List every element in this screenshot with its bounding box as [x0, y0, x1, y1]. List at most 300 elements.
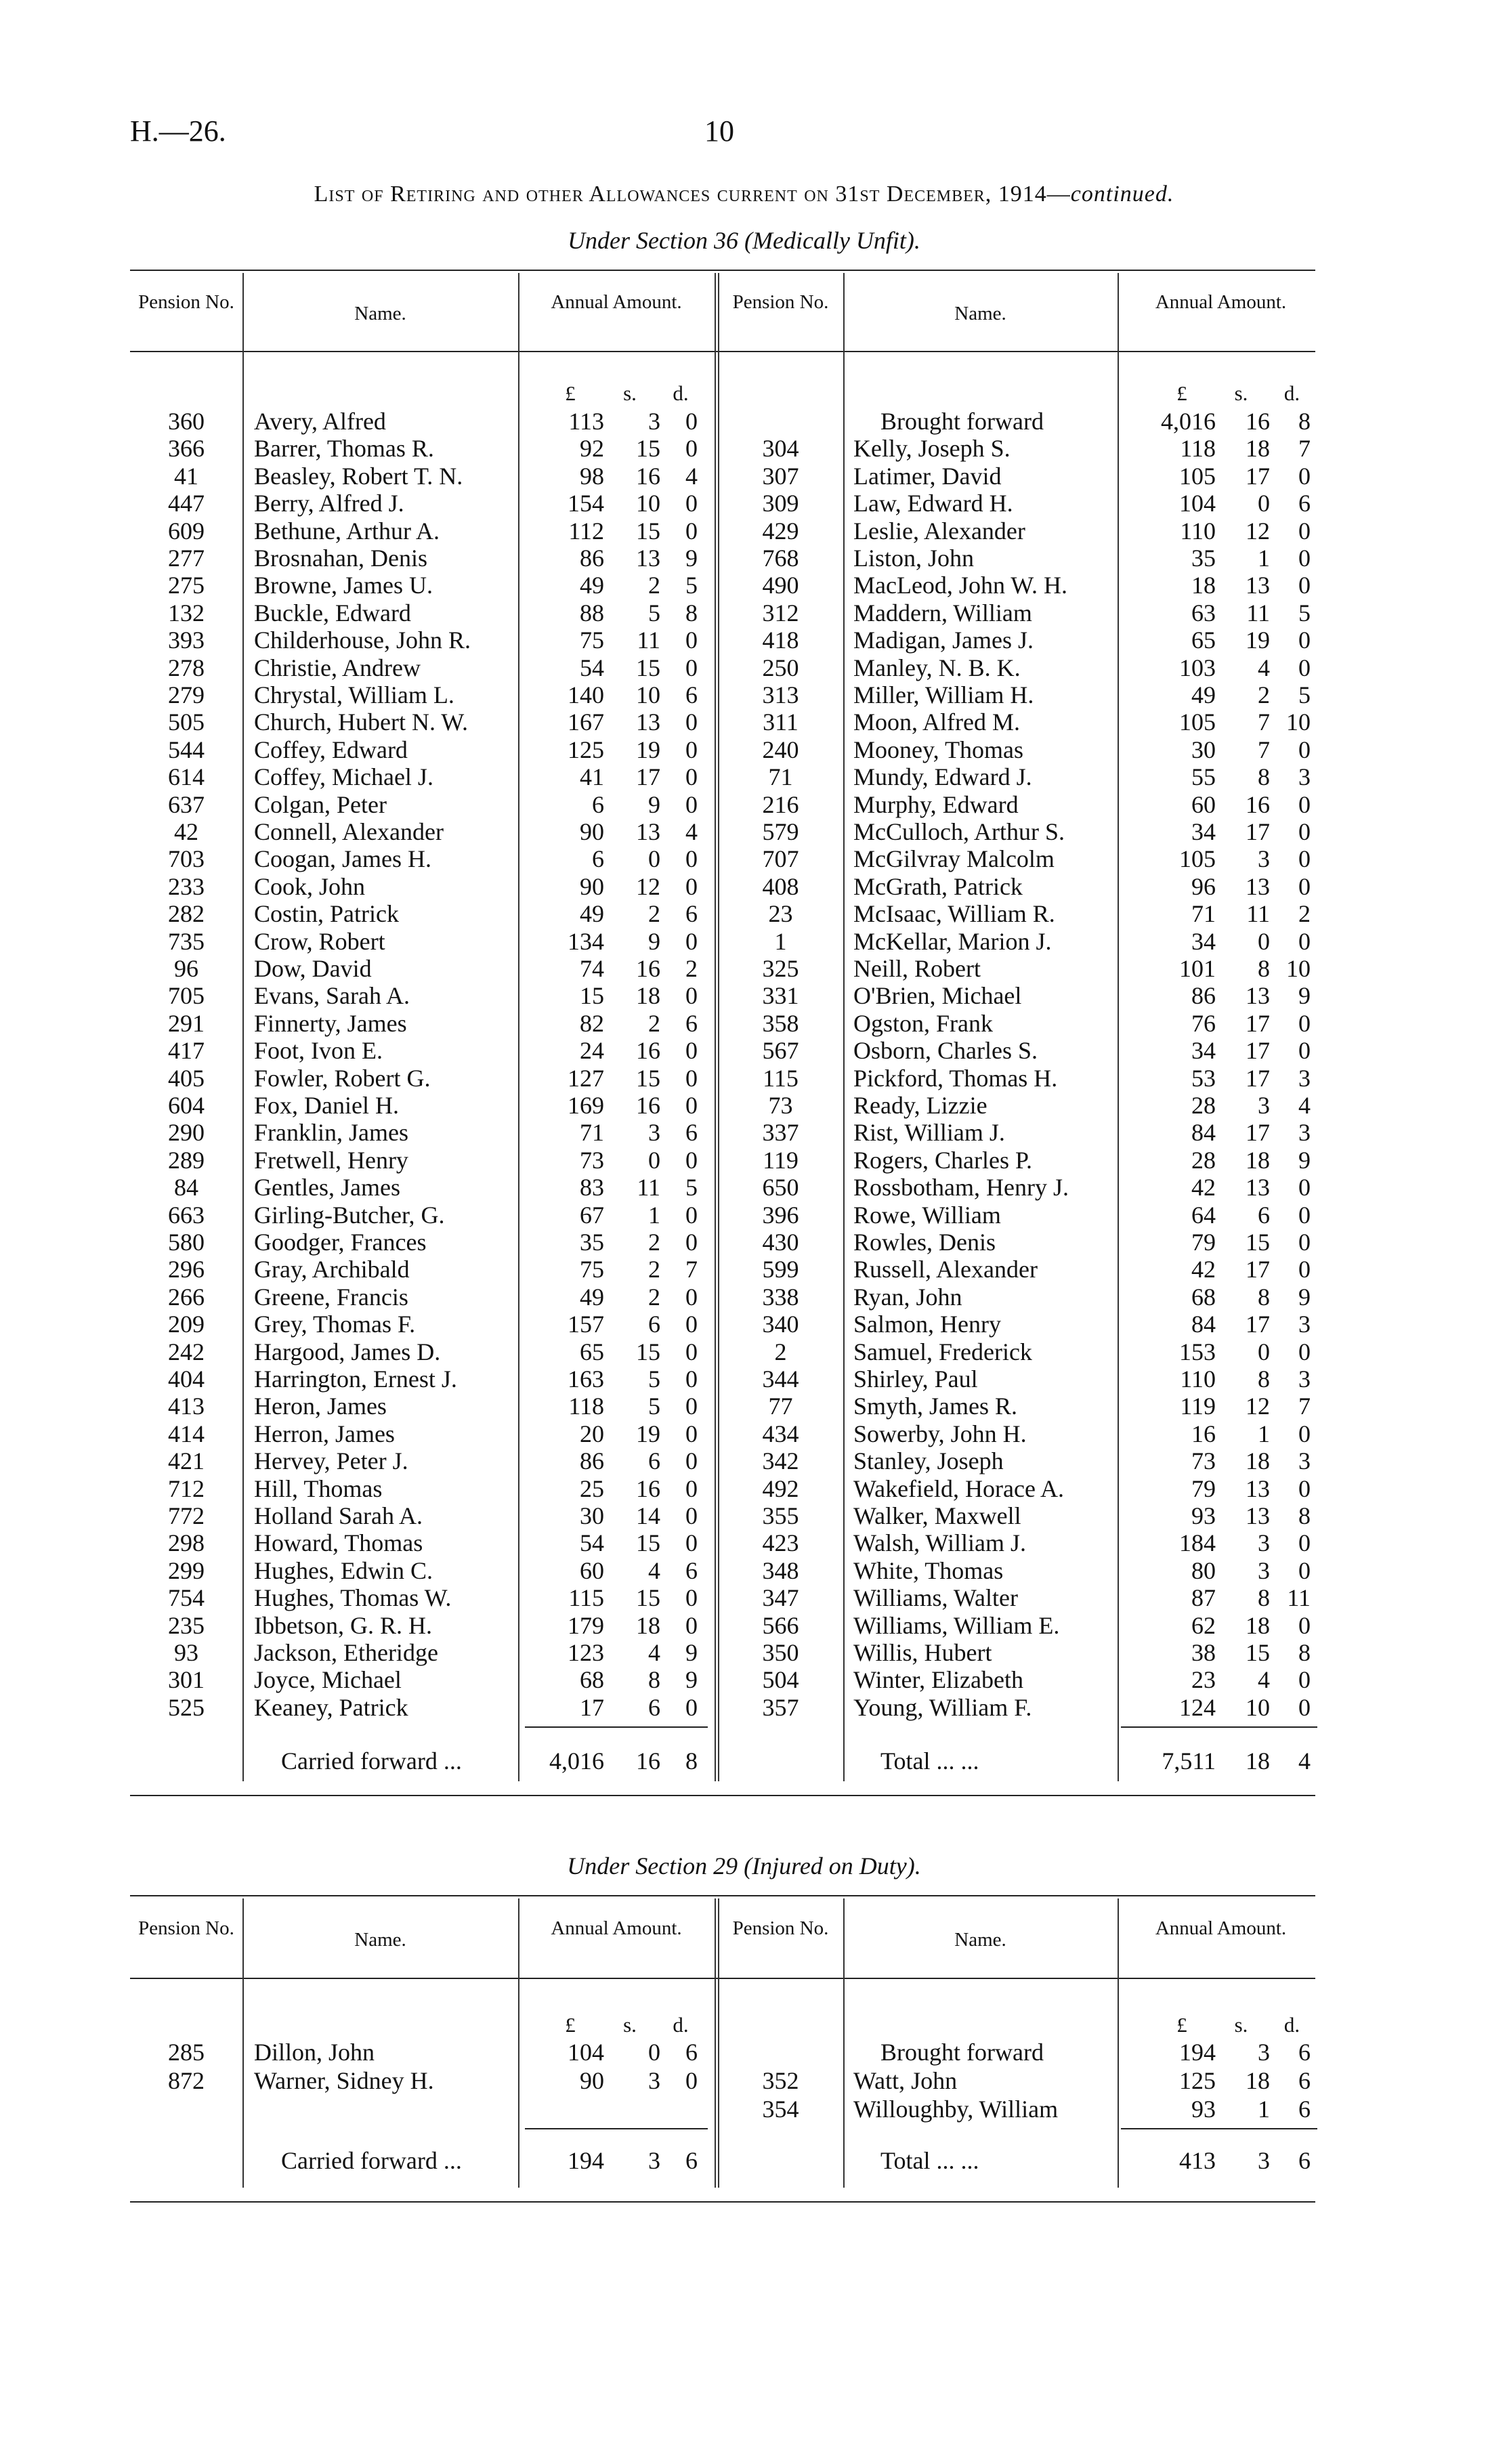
- amount-pence: 0: [685, 708, 698, 736]
- recipient-name: Hughes, Thomas W.: [254, 1584, 452, 1612]
- amount-shillings: 15: [636, 1584, 660, 1612]
- amount-shillings: 14: [636, 1502, 660, 1529]
- page-reference: H.—26.: [130, 114, 226, 148]
- amount-shillings: 13: [1246, 1174, 1270, 1202]
- recipient-name: Avery, Alfred: [254, 408, 386, 435]
- amount-shillings: 6: [1258, 1201, 1270, 1229]
- column-rule: [843, 273, 845, 1781]
- amount-shillings: 1: [1258, 2096, 1270, 2123]
- column-rule: [242, 1898, 244, 2188]
- amount-pence: 0: [1298, 1556, 1311, 1584]
- amount-pounds: 118: [568, 1393, 604, 1420]
- carried-forward-pence: 8: [685, 1747, 698, 1775]
- recipient-name: Samuel, Frederick: [853, 1338, 1032, 1365]
- amount-pence: 7: [685, 1256, 698, 1283]
- amount-shillings: 13: [1246, 1502, 1270, 1529]
- pension-no: 119: [763, 1146, 799, 1174]
- section-29-heading: Under Section 29 (Injured on Duty).: [567, 1852, 921, 1879]
- pension-no: 266: [168, 1283, 205, 1311]
- pension-no: 447: [168, 490, 205, 517]
- recipient-name: White, Thomas: [853, 1556, 1004, 1584]
- amount-pounds: 76: [1191, 1009, 1216, 1037]
- recipient-name: Hargood, James D.: [254, 1338, 441, 1365]
- pension-no: 313: [762, 681, 799, 708]
- recipient-name: Finnerty, James: [254, 1009, 407, 1037]
- amount-pence: 8: [685, 599, 698, 626]
- amount-shillings: 2: [648, 572, 660, 599]
- recipient-name: Moon, Alfred M.: [853, 708, 1020, 736]
- recipient-name: Gray, Archibald: [254, 1256, 410, 1283]
- amount-shillings: 17: [1246, 1064, 1270, 1092]
- amount-shillings: 18: [1246, 2067, 1270, 2094]
- recipient-name: Ryan, John: [853, 1283, 962, 1311]
- pension-no: 311: [763, 708, 799, 736]
- recipient-name: Bethune, Arthur A.: [254, 517, 440, 545]
- amount-pence: 0: [685, 1201, 698, 1229]
- pension-no: 23: [768, 900, 793, 928]
- amount-pence: 9: [1298, 1146, 1311, 1174]
- column-rule: [715, 1898, 716, 2188]
- pension-no: 609: [168, 517, 205, 545]
- amount-pence: 4: [685, 462, 698, 490]
- carried-forward-label: Carried forward ...: [281, 1747, 462, 1775]
- page-title: [0, 182, 1488, 207]
- amount-pence: 10: [1286, 955, 1311, 982]
- recipient-name: Chrystal, William L.: [254, 681, 454, 708]
- pension-no: 405: [168, 1064, 205, 1092]
- recipient-name: Stanley, Joseph: [853, 1447, 1004, 1475]
- amount-shillings: 3: [1258, 1529, 1270, 1557]
- amount-pounds: 90: [580, 872, 604, 900]
- amount-shillings: 2: [648, 900, 660, 928]
- recipient-name: Rowe, William: [853, 1201, 1001, 1229]
- pension-no: 277: [168, 545, 205, 572]
- amount-pence: 0: [685, 1311, 698, 1338]
- amount-pence: 0: [685, 927, 698, 955]
- recipient-name: Rossbotham, Henry J.: [853, 1174, 1069, 1202]
- pension-no: 282: [168, 900, 205, 928]
- amount-shillings: 11: [1246, 599, 1270, 626]
- amount-pence: 7: [1298, 1393, 1311, 1420]
- pension-no: 299: [168, 1556, 205, 1584]
- amount-pounds: 71: [1191, 900, 1216, 928]
- pension-no: 73: [768, 1092, 793, 1119]
- recipient-name: Hill, Thomas: [254, 1474, 383, 1502]
- recipient-name: Ogston, Frank: [853, 1009, 993, 1037]
- recipient-name: Young, William F.: [853, 1693, 1032, 1721]
- amount-pounds: 65: [1191, 626, 1216, 654]
- recipient-name: Mooney, Thomas: [853, 736, 1023, 763]
- pension-no: 312: [762, 599, 799, 626]
- amount-shillings: 0: [1258, 490, 1270, 517]
- amount-pence: 0: [1298, 927, 1311, 955]
- pension-no: 772: [168, 1502, 205, 1529]
- unit-pence: d.: [1283, 381, 1300, 405]
- amount-pence: 0: [685, 845, 698, 873]
- amount-pence: 0: [685, 408, 698, 435]
- amount-pence: 6: [685, 900, 698, 928]
- pension-no: 421: [168, 1447, 205, 1475]
- amount-shillings: 0: [648, 2039, 660, 2066]
- amount-shillings: 8: [1258, 1283, 1270, 1311]
- recipient-name: Shirley, Paul: [853, 1365, 978, 1393]
- recipient-name: McIsaac, William R.: [853, 900, 1055, 928]
- amount-shillings: 6: [648, 1693, 660, 1721]
- pension-no: 304: [762, 435, 799, 463]
- pension-no: 404: [168, 1365, 205, 1393]
- amount-pounds: 115: [568, 1584, 604, 1612]
- amount-pounds: 6: [592, 845, 604, 873]
- table-top-rule: [130, 1895, 1315, 1896]
- column-rule: [518, 273, 519, 1781]
- recipient-name: Williams, Walter: [853, 1584, 1018, 1612]
- amount-shillings: 5: [648, 1393, 660, 1420]
- recipient-name: Coffey, Michael J.: [254, 763, 433, 791]
- recipient-name: Connell, Alexander: [254, 818, 444, 845]
- amount-pence: 0: [685, 736, 698, 763]
- recipient-name: Kelly, Joseph S.: [853, 435, 1011, 463]
- recipient-name: Liston, John: [853, 545, 975, 572]
- recipient-name: Evans, Sarah A.: [254, 982, 410, 1010]
- amount-pence: 0: [685, 1064, 698, 1092]
- amount-pence: 0: [1298, 1611, 1311, 1639]
- amount-pence: 3: [1298, 1365, 1311, 1393]
- column-rule: [715, 273, 716, 1781]
- amount-shillings: 5: [648, 599, 660, 626]
- amount-pence: 0: [685, 982, 698, 1010]
- amount-shillings: 12: [636, 872, 660, 900]
- amount-shillings: 19: [1246, 626, 1270, 654]
- amount-pounds: 105: [1179, 462, 1216, 490]
- amount-pounds: 127: [568, 1064, 604, 1092]
- amount-pounds: 30: [1191, 736, 1216, 763]
- amount-pence: 10: [1286, 708, 1311, 736]
- amount-pounds: 110: [1180, 517, 1216, 545]
- amount-shillings: 0: [648, 1146, 660, 1174]
- amount-pence: 3: [1298, 1119, 1311, 1147]
- recipient-name: Franklin, James: [254, 1119, 408, 1147]
- amount-pence: 0: [1298, 1529, 1311, 1557]
- amount-pounds: 34: [1191, 818, 1216, 845]
- sum-rule: [1121, 1726, 1317, 1728]
- amount-shillings: 15: [636, 1529, 660, 1557]
- amount-pence: 3: [1298, 1447, 1311, 1475]
- amount-shillings: 15: [1246, 1229, 1270, 1256]
- amount-pounds: 169: [568, 1092, 604, 1119]
- pension-no: 348: [762, 1556, 799, 1584]
- pension-no: 366: [168, 435, 205, 463]
- recipient-name: Smyth, James R.: [853, 1393, 1018, 1420]
- amount-pounds: 73: [1191, 1447, 1216, 1475]
- recipient-name: Leslie, Alexander: [853, 517, 1025, 545]
- recipient-name: Fowler, Robert G.: [254, 1064, 431, 1092]
- amount-pence: 4: [685, 818, 698, 845]
- pension-no: 331: [762, 982, 799, 1010]
- recipient-name: Williams, William E.: [853, 1611, 1060, 1639]
- header-annual-amount: Annual Amount.: [1155, 1917, 1287, 1939]
- pension-no: 115: [763, 1064, 799, 1092]
- amount-pounds: 20: [580, 1420, 604, 1447]
- amount-pence: 0: [685, 517, 698, 545]
- recipient-name: Church, Hubert N. W.: [254, 708, 468, 736]
- amount-shillings: 4: [648, 1639, 660, 1666]
- recipient-name: Maddern, William: [853, 599, 1032, 626]
- amount-pounds: 110: [1180, 1365, 1216, 1393]
- recipient-name: Keaney, Patrick: [254, 1693, 408, 1721]
- amount-pounds: 123: [568, 1639, 604, 1666]
- amount-pounds: 49: [1191, 681, 1216, 708]
- amount-pounds: 79: [1191, 1229, 1216, 1256]
- brought-forward-label: Brought forward: [880, 2039, 1044, 2066]
- amount-pence: 0: [685, 1474, 698, 1502]
- amount-shillings: 10: [636, 490, 660, 517]
- amount-pence: 0: [685, 1229, 698, 1256]
- amount-shillings: 1: [1258, 545, 1270, 572]
- pension-no: 580: [168, 1229, 205, 1256]
- amount-shillings: 19: [636, 1420, 660, 1447]
- amount-shillings: 1: [1258, 1420, 1270, 1447]
- amount-pence: 0: [685, 1146, 698, 1174]
- amount-pounds: 63: [1191, 599, 1216, 626]
- amount-pence: 5: [685, 1174, 698, 1202]
- recipient-name: Girling-Butcher, G.: [254, 1201, 445, 1229]
- amount-pounds: 163: [568, 1365, 604, 1393]
- amount-pounds: 34: [1191, 927, 1216, 955]
- amount-pence: 0: [685, 1365, 698, 1393]
- recipient-name: Brosnahan, Denis: [254, 545, 427, 572]
- amount-shillings: 18: [1246, 1611, 1270, 1639]
- amount-pence: 0: [685, 1584, 698, 1612]
- amount-pounds: 28: [1191, 1092, 1216, 1119]
- amount-shillings: 0: [1258, 1338, 1270, 1365]
- amount-shillings: 16: [636, 955, 660, 982]
- amount-pence: 0: [685, 654, 698, 681]
- carried-forward-label: Carried forward ...: [281, 2147, 462, 2174]
- pension-no: 96: [174, 955, 198, 982]
- header-pension-no: Pension No.: [138, 1917, 234, 1939]
- amount-pence: 6: [685, 2039, 698, 2066]
- unit-pence: d.: [673, 381, 689, 405]
- amount-pence: 0: [1298, 1693, 1311, 1721]
- amount-pence: 0: [685, 1037, 698, 1065]
- unit-pounds: £: [565, 2013, 576, 2037]
- total-pounds: 7,511: [1162, 1747, 1216, 1775]
- pension-no: 291: [168, 1009, 205, 1037]
- pension-no: 604: [168, 1092, 205, 1119]
- recipient-name: Ibbetson, G. R. H.: [254, 1611, 432, 1639]
- amount-pounds: 87: [1191, 1584, 1216, 1612]
- pension-no: 325: [762, 955, 799, 982]
- unit-pence: d.: [673, 2013, 689, 2037]
- amount-pounds: 6: [592, 790, 604, 818]
- amount-pence: 0: [1298, 1338, 1311, 1365]
- amount-pence: 6: [1298, 490, 1311, 517]
- amount-pence: 3: [1298, 1064, 1311, 1092]
- amount-pounds: 92: [580, 435, 604, 463]
- recipient-name: Salmon, Henry: [853, 1311, 1001, 1338]
- recipient-name: Jackson, Etheridge: [254, 1639, 438, 1666]
- amount-pounds: 62: [1191, 1611, 1216, 1639]
- amount-pounds: 96: [1191, 872, 1216, 900]
- amount-pounds: 25: [580, 1474, 604, 1502]
- amount-pounds: 88: [580, 599, 604, 626]
- amount-pence: 3: [1298, 763, 1311, 791]
- amount-pence: 0: [685, 1420, 698, 1447]
- recipient-name: Rist, William J.: [853, 1119, 1005, 1147]
- amount-shillings: 17: [1246, 462, 1270, 490]
- pension-no: 434: [762, 1420, 799, 1447]
- pension-no: 414: [168, 1420, 205, 1447]
- amount-pence: 0: [1298, 1009, 1311, 1037]
- recipient-name: Pickford, Thomas H.: [853, 1064, 1058, 1092]
- column-rule: [718, 1898, 719, 2188]
- recipient-name: Ready, Lizzie: [853, 1092, 987, 1119]
- amount-shillings: 5: [648, 1365, 660, 1393]
- amount-shillings: 18: [636, 982, 660, 1010]
- pension-no: 278: [168, 654, 205, 681]
- recipient-name: Sowerby, John H.: [853, 1420, 1027, 1447]
- amount-pence: 0: [1298, 1174, 1311, 1202]
- amount-pounds: 113: [568, 408, 604, 435]
- amount-pence: 0: [1298, 1420, 1311, 1447]
- header-pension-no: Pension No.: [138, 291, 234, 313]
- unit-pence: d.: [1283, 2013, 1300, 2037]
- amount-pounds: 65: [580, 1338, 604, 1365]
- amount-pounds: 82: [580, 1009, 604, 1037]
- amount-shillings: 12: [1246, 1393, 1270, 1420]
- amount-pence: 6: [685, 1119, 698, 1147]
- amount-shillings: 6: [648, 1447, 660, 1475]
- recipient-name: McKellar, Marion J.: [853, 927, 1052, 955]
- amount-pounds: 119: [1180, 1393, 1216, 1420]
- amount-pounds: 124: [1179, 1693, 1216, 1721]
- amount-pence: 4: [1298, 1092, 1311, 1119]
- brought-forward-pence: 6: [1298, 2039, 1311, 2066]
- amount-pounds: 98: [580, 462, 604, 490]
- pension-no: 637: [168, 790, 205, 818]
- amount-shillings: 17: [1246, 1119, 1270, 1147]
- amount-shillings: 7: [1258, 708, 1270, 736]
- amount-shillings: 17: [1246, 1037, 1270, 1065]
- amount-shillings: 3: [648, 1119, 660, 1147]
- pension-no: 614: [168, 763, 205, 791]
- pension-no: 216: [762, 790, 799, 818]
- carried-forward-pounds: 4,016: [549, 1747, 604, 1775]
- recipient-name: Howard, Thomas: [254, 1529, 423, 1557]
- amount-shillings: 8: [1258, 1584, 1270, 1612]
- amount-shillings: 8: [1258, 1365, 1270, 1393]
- title-main: List of Retiring and other Allowances current on 31st December, 1914—: [314, 182, 1071, 207]
- carried-forward-shillings: 3: [648, 2147, 660, 2174]
- header-annual-amount: Annual Amount.: [1155, 291, 1287, 313]
- amount-pounds: 54: [580, 1529, 604, 1557]
- amount-pence: 8: [1298, 1502, 1311, 1529]
- amount-pounds: 101: [1179, 955, 1216, 982]
- amount-pence: 6: [685, 1556, 698, 1584]
- amount-pence: 0: [1298, 572, 1311, 599]
- unit-shillings: s.: [623, 381, 637, 405]
- amount-shillings: 13: [1246, 872, 1270, 900]
- pension-no: 350: [762, 1639, 799, 1666]
- amount-pence: 6: [685, 1009, 698, 1037]
- pension-no: 430: [762, 1229, 799, 1256]
- amount-pence: 11: [1287, 1584, 1311, 1612]
- pension-no: 705: [168, 982, 205, 1010]
- amount-pounds: 18: [1191, 572, 1216, 599]
- unit-pounds: £: [1176, 2013, 1187, 2037]
- pension-no: 754: [168, 1584, 205, 1612]
- amount-shillings: 11: [1246, 900, 1270, 928]
- amount-pounds: 153: [1179, 1338, 1216, 1365]
- column-rule: [1118, 273, 1119, 1781]
- recipient-name: Buckle, Edward: [254, 599, 411, 626]
- amount-shillings: 3: [648, 2067, 660, 2094]
- recipient-name: Goodger, Frances: [254, 1229, 427, 1256]
- header-name: Name.: [954, 303, 1006, 324]
- pension-no: 342: [762, 1447, 799, 1475]
- pension-no: 355: [762, 1502, 799, 1529]
- pension-no: 352: [762, 2067, 799, 2094]
- recipient-name: Browne, James U.: [254, 572, 433, 599]
- recipient-name: Colgan, Peter: [254, 790, 387, 818]
- amount-shillings: 7: [1258, 736, 1270, 763]
- amount-shillings: 17: [636, 763, 660, 791]
- amount-shillings: 8: [1258, 763, 1270, 791]
- pension-no: 233: [168, 872, 205, 900]
- amount-shillings: 4: [648, 1556, 660, 1584]
- amount-pence: 0: [685, 435, 698, 463]
- amount-pence: 0: [1298, 545, 1311, 572]
- pension-no: 418: [762, 626, 799, 654]
- recipient-name: Gentles, James: [254, 1174, 400, 1202]
- amount-shillings: 15: [636, 1338, 660, 1365]
- amount-pounds: 38: [1191, 1639, 1216, 1666]
- recipient-name: Hughes, Edwin C.: [254, 1556, 433, 1584]
- amount-shillings: 15: [636, 1064, 660, 1092]
- amount-pence: 9: [685, 1666, 698, 1694]
- pension-no: 338: [762, 1283, 799, 1311]
- total-shillings: 3: [1258, 2147, 1270, 2174]
- recipient-name: Harrington, Ernest J.: [254, 1365, 457, 1393]
- amount-pence: 0: [685, 1502, 698, 1529]
- pension-no: 307: [762, 462, 799, 490]
- amount-pence: 0: [1298, 626, 1311, 654]
- amount-pence: 0: [1298, 1201, 1311, 1229]
- amount-pounds: 49: [580, 572, 604, 599]
- table-top-rule: [130, 270, 1315, 271]
- pension-no: 417: [168, 1037, 205, 1065]
- recipient-name: Dillon, John: [254, 2039, 375, 2066]
- amount-pence: 0: [1298, 462, 1311, 490]
- amount-pounds: 73: [580, 1146, 604, 1174]
- amount-pounds: 167: [568, 708, 604, 736]
- recipient-name: Fretwell, Henry: [254, 1146, 408, 1174]
- amount-pence: 0: [1298, 845, 1311, 873]
- recipient-name: Walker, Maxwell: [853, 1502, 1021, 1529]
- pension-no: 290: [168, 1119, 205, 1147]
- amount-pence: 0: [685, 490, 698, 517]
- recipient-name: Fox, Daniel H.: [254, 1092, 399, 1119]
- recipient-name: Foot, Ivon E.: [254, 1037, 383, 1065]
- amount-pounds: 140: [568, 681, 604, 708]
- amount-pounds: 104: [568, 2039, 604, 2066]
- brought-forward-pounds: 194: [1179, 2039, 1216, 2066]
- total-label: Total ... ...: [880, 2147, 979, 2174]
- amount-pounds: 60: [1191, 790, 1216, 818]
- amount-pounds: 17: [580, 1693, 604, 1721]
- amount-pence: 0: [685, 1092, 698, 1119]
- amount-shillings: 17: [1246, 1311, 1270, 1338]
